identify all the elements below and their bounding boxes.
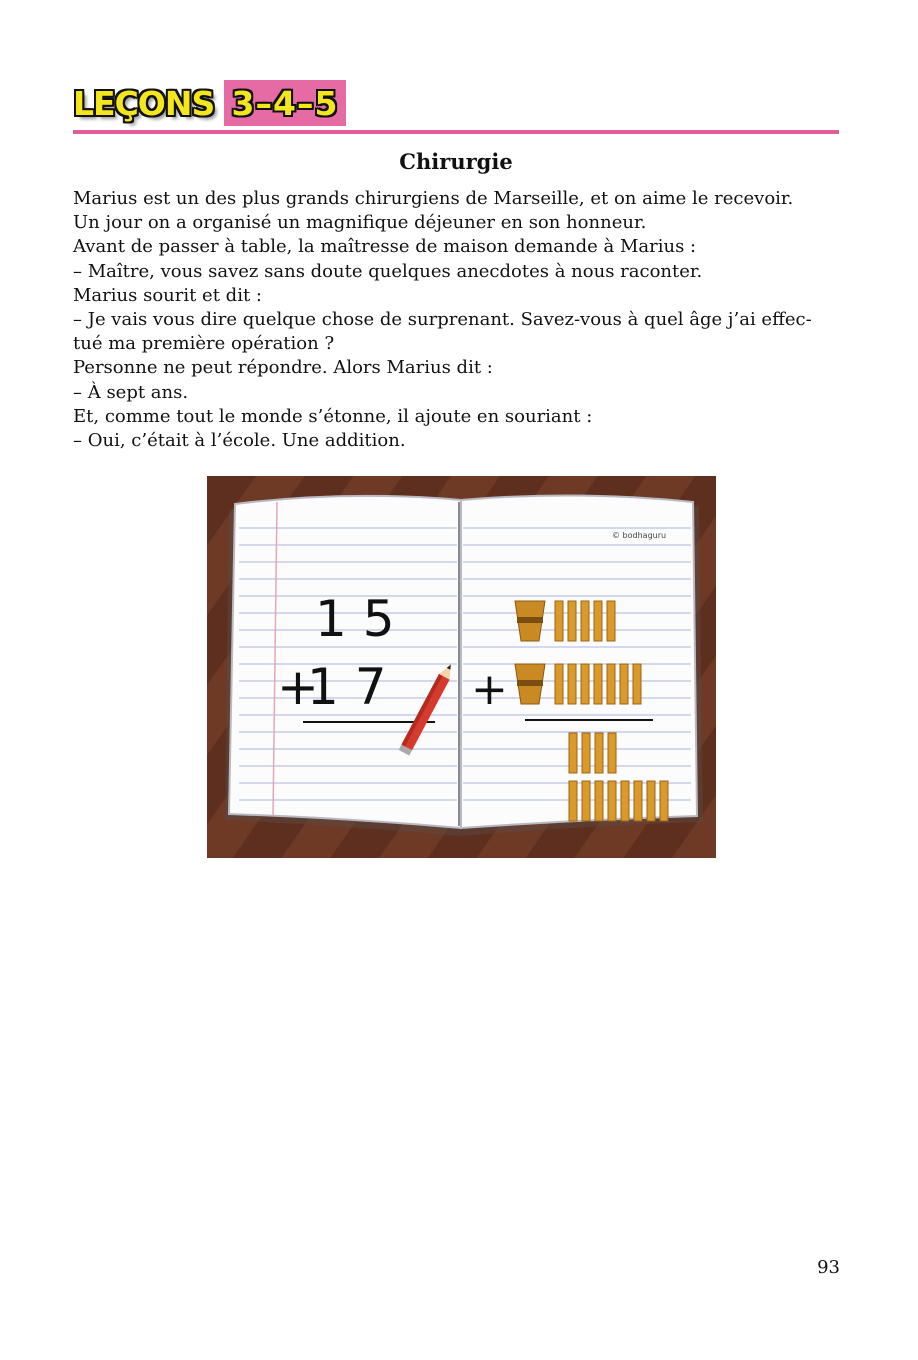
header-rule [73, 130, 839, 134]
story-line: Avant de passer à table, la maîtresse de maison demande à Marius : [73, 236, 697, 258]
story-line: Personne ne peut répondre. Alors Marius dit : [73, 357, 493, 379]
story-line: Et, comme tout le monde s’étonne, il ajoute en souriant : [73, 405, 593, 427]
counting-stick [660, 781, 668, 821]
counting-stick [595, 733, 603, 773]
notebook-drawing [207, 476, 716, 858]
story-line: – À sept ans. [73, 381, 189, 403]
story-text [73, 187, 843, 453]
counting-stick [595, 781, 603, 821]
top-number: 1 5 [315, 590, 395, 648]
story-line: tué ma première opération ? [73, 333, 335, 355]
story-line: Un jour on a organisé un magnifique déjeuner en son honneur. [73, 212, 647, 234]
story-line: – Oui, c’était à l’école. Une addition. [73, 430, 406, 452]
page-number: 93 [817, 1257, 840, 1278]
counting-stick [620, 664, 628, 704]
counting-stick [594, 601, 602, 641]
story-title: Chirurgie [399, 149, 513, 174]
counting-stick [608, 781, 616, 821]
story-line: – Je vais vous dire quelque chose de surprenant. Savez-vous à quel âge j’ai effec- [73, 309, 812, 331]
counting-stick [568, 601, 576, 641]
bottom-number: 1 7 [307, 658, 387, 716]
counting-stick [621, 781, 629, 821]
counting-stick [633, 664, 641, 704]
story-line: – Maître, vous savez sans doute quelques anecdotes à nous raconter. [73, 260, 703, 282]
lesson-header [73, 78, 839, 136]
watermark: © bodhaguru [612, 531, 667, 540]
counting-stick [568, 664, 576, 704]
lesson-numbers: 3–4–5 [231, 83, 339, 123]
notebook-illustration [207, 476, 716, 858]
story-line: Marius sourit et dit : [73, 284, 262, 306]
counting-stick [607, 601, 615, 641]
plus-operator: + [277, 658, 319, 716]
lessons-label: LEÇONS [73, 84, 215, 123]
counting-stick [594, 664, 602, 704]
counting-stick [581, 601, 589, 641]
story-line: Marius est un des plus grands chirurgiens de Marseille, et on aime le recevoir. [73, 188, 794, 209]
lesson-number-badge [224, 80, 346, 126]
counting-stick [555, 664, 563, 704]
counting-stick [555, 601, 563, 641]
counting-stick [607, 664, 615, 704]
counting-stick [608, 733, 616, 773]
counting-stick [569, 781, 577, 821]
counting-stick [581, 664, 589, 704]
counting-stick [634, 781, 642, 821]
counting-stick [569, 733, 577, 773]
plus-sign: + [471, 664, 508, 715]
counting-stick [582, 781, 590, 821]
counting-stick [582, 733, 590, 773]
counting-stick [647, 781, 655, 821]
